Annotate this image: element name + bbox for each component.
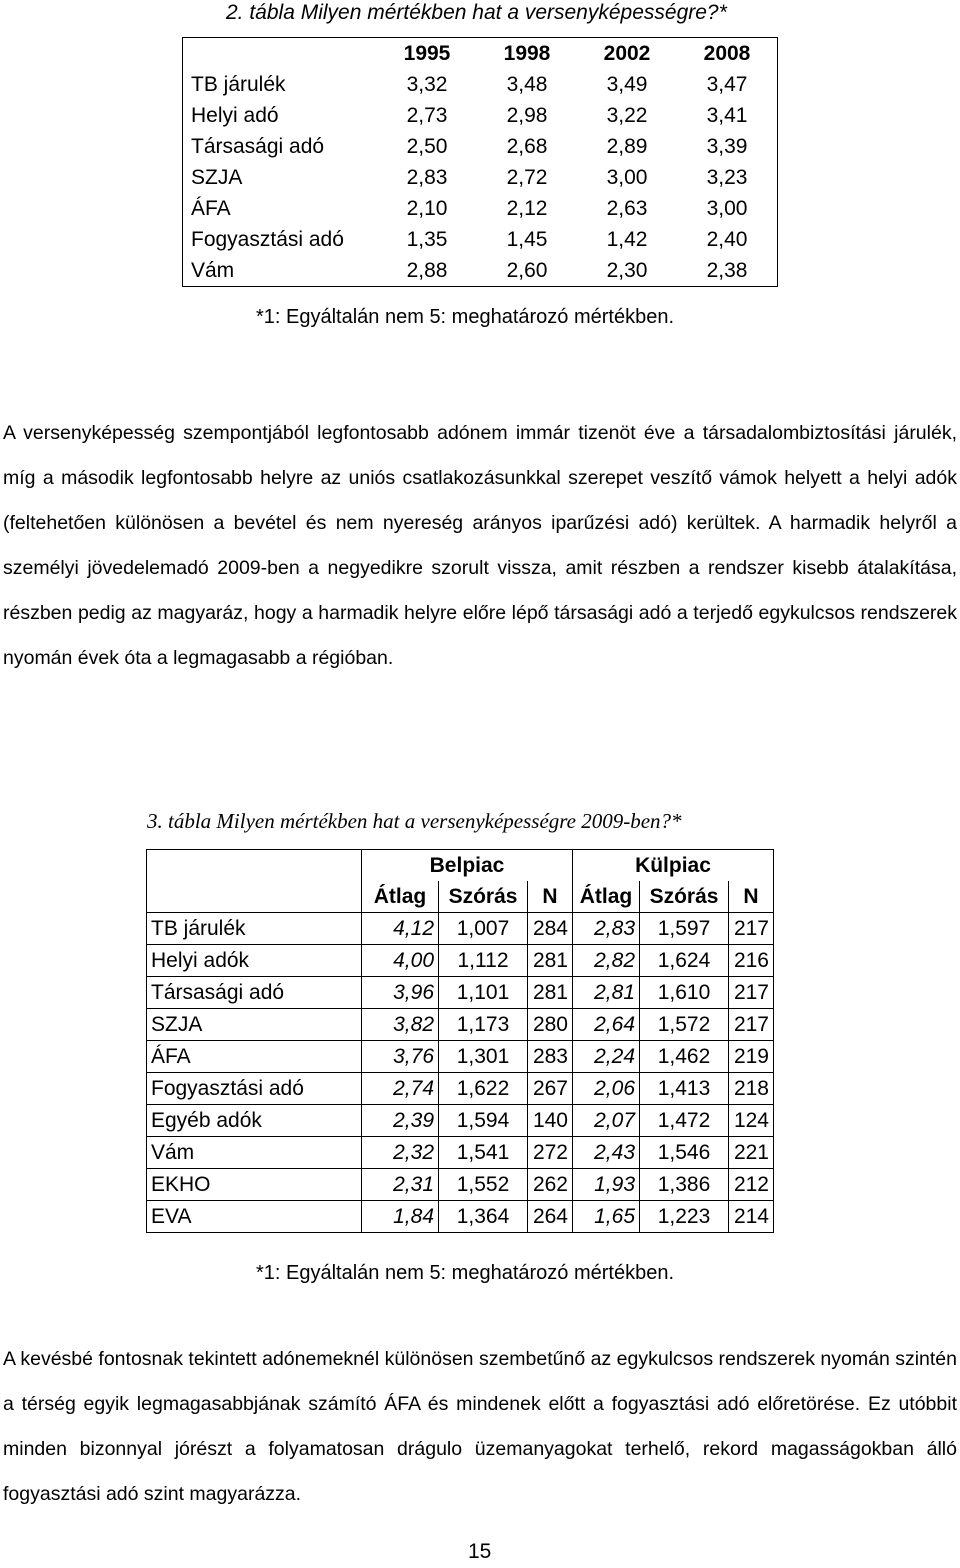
- table3-belpiac-szoras: 1,552: [439, 1169, 528, 1201]
- table3-caption: 3. tábla Milyen mértékben hat a versenyképességre 2009-ben?*: [147, 809, 682, 833]
- table3-corner-cell: [147, 881, 362, 913]
- table3-belpiac-szoras: 1,112: [439, 945, 528, 977]
- table2-cell: 3,32: [406, 73, 448, 96]
- table2-cell: 1,45: [506, 228, 548, 251]
- table3-kulpiac-szoras: 1,472: [640, 1105, 729, 1137]
- table2-row: [183, 162, 778, 193]
- table3-belpiac-atlag: 2,32: [362, 1137, 439, 1169]
- table3-col-atlag: Átlag: [362, 881, 439, 913]
- table3-kulpiac-szoras: 1,572: [640, 1009, 729, 1041]
- table2-cell: 2,98: [506, 104, 548, 127]
- table3-belpiac-n: 264: [528, 1201, 573, 1233]
- table3-row: [147, 1137, 774, 1169]
- table3-row-label: EKHO: [147, 1169, 362, 1201]
- table3-kulpiac-n: 221: [729, 1137, 774, 1169]
- table2-cell: 3,00: [606, 166, 648, 189]
- table3-belpiac-n: 281: [528, 977, 573, 1009]
- table3-belpiac-n: 280: [528, 1009, 573, 1041]
- body-paragraph-2: A kevésbé fontosnak tekintett adónemeknél különösen szembetűnő az egykulcsos rendszerek nyomán szintén a térség egyik legmagasabbjának számító ÁFA és mindenek előtt a fogyasztási adó előretörése. Ez utóbbit minden bizonnyal jórészt a folyamatosan drágulo üzemanyagokat terhelő, rekord magasságokban álló fogyasztási adó szint magyarázza.: [3, 1348, 957, 1505]
- table2-cell: 2,89: [606, 135, 648, 158]
- table3-col-atlag: Átlag: [573, 881, 640, 913]
- table3-note: *1: Egyáltalán nem 5: meghatározó mértékben.: [256, 1262, 675, 1284]
- table3-col-n: N: [528, 881, 573, 913]
- table3-kulpiac-n: 218: [729, 1073, 774, 1105]
- table3-kulpiac-szoras: 1,610: [640, 977, 729, 1009]
- table3-belpiac-szoras: 1,007: [439, 913, 528, 945]
- table3-kulpiac-n: 124: [729, 1105, 774, 1137]
- table3-row-label: Vám: [147, 1137, 362, 1169]
- table3-col-szoras: Szórás: [640, 881, 729, 913]
- table2-cell: 3,47: [706, 73, 748, 96]
- table3-belpiac-szoras: 1,541: [439, 1137, 528, 1169]
- table3-belpiac-szoras: 1,101: [439, 977, 528, 1009]
- table3-belpiac-szoras: 1,173: [439, 1009, 528, 1041]
- table3-belpiac-n: 272: [528, 1137, 573, 1169]
- table3-kulpiac-atlag: 2,07: [573, 1105, 640, 1137]
- table2-row-label: Vám: [191, 259, 235, 282]
- page-number: 15: [468, 1540, 492, 1563]
- table3-kulpiac-atlag: 2,43: [573, 1137, 640, 1169]
- table3-kulpiac-szoras: 1,386: [640, 1169, 729, 1201]
- table3-col-szoras: Szórás: [439, 881, 528, 913]
- table3-kulpiac-atlag: 2,06: [573, 1073, 640, 1105]
- table3-row-label: Társasági adó: [147, 977, 362, 1009]
- table3-belpiac-atlag: 3,96: [362, 977, 439, 1009]
- table2-year-header: 2008: [703, 42, 751, 65]
- table3-belpiac-n: 262: [528, 1169, 573, 1201]
- table3-kulpiac-szoras: 1,223: [640, 1201, 729, 1233]
- table2-cell: 2,12: [506, 197, 548, 220]
- table3-belpiac-atlag: 4,00: [362, 945, 439, 977]
- table3-kulpiac-n: 214: [729, 1201, 774, 1233]
- table3-row: [147, 945, 774, 977]
- table3-kulpiac-n: 212: [729, 1169, 774, 1201]
- table3-kulpiac-n: 217: [729, 977, 774, 1009]
- table3-kulpiac-n: 216: [729, 945, 774, 977]
- table2-caption: 2. tábla Milyen mértékben hat a versenyképességre?*: [226, 1, 727, 24]
- table2-cell: 2,50: [406, 135, 448, 158]
- table2-row-label: TB járulék: [191, 73, 286, 96]
- table3-kulpiac-szoras: 1,546: [640, 1137, 729, 1169]
- table2-row-label: ÁFA: [191, 197, 231, 220]
- table2-cell: 2,83: [406, 166, 448, 189]
- table2-row: [183, 100, 778, 131]
- table2-cell: 2,73: [406, 104, 448, 127]
- table3: [146, 849, 774, 1233]
- table3-row-label: Helyi adók: [147, 945, 362, 977]
- table2-row-label: Fogyasztási adó: [191, 228, 344, 251]
- table2-cell: 2,63: [606, 197, 648, 220]
- table3-belpiac-atlag: 4,12: [362, 913, 439, 945]
- table3-kulpiac-n: 219: [729, 1041, 774, 1073]
- table2-year-header: 1995: [403, 42, 451, 65]
- table2-cell: 3,00: [706, 197, 748, 220]
- table3-kulpiac-atlag: 2,24: [573, 1041, 640, 1073]
- table3-belpiac-n: 281: [528, 945, 573, 977]
- table2-cell: 3,48: [506, 73, 548, 96]
- table3-belpiac-atlag: 1,84: [362, 1201, 439, 1233]
- table3-belpiac-atlag: 3,76: [362, 1041, 439, 1073]
- table3-row-label: ÁFA: [147, 1041, 362, 1073]
- table3-corner-cell: [147, 850, 362, 882]
- table3-row: [147, 1105, 774, 1137]
- table3-kulpiac-atlag: 2,83: [573, 913, 640, 945]
- table2-row: [183, 193, 778, 224]
- table3-belpiac-szoras: 1,594: [439, 1105, 528, 1137]
- table3-kulpiac-atlag: 1,65: [573, 1201, 640, 1233]
- table3-belpiac-szoras: 1,364: [439, 1201, 528, 1233]
- table2-header-row: [183, 38, 778, 70]
- table3-belpiac-n: 283: [528, 1041, 573, 1073]
- table2-note: *1: Egyáltalán nem 5: meghatározó mértékben.: [256, 306, 675, 328]
- table3-row: [147, 1073, 774, 1105]
- table2-row-label: Társasági adó: [191, 135, 325, 158]
- table3-row: [147, 1201, 774, 1233]
- table2-row: [183, 131, 778, 162]
- table3-kulpiac-szoras: 1,462: [640, 1041, 729, 1073]
- table2-corner-cell: [183, 38, 378, 70]
- table2-cell: 3,39: [706, 135, 748, 158]
- table3-group-row: [147, 850, 774, 882]
- table3-row: [147, 1009, 774, 1041]
- table2-cell: 3,23: [706, 166, 748, 189]
- table3-row-label: Fogyasztási adó: [147, 1073, 362, 1105]
- table3-row: [147, 913, 774, 945]
- table3-group-belpiac: Belpiac: [362, 850, 573, 882]
- table3-row: [147, 1169, 774, 1201]
- table3-group-kulpiac: Külpiac: [573, 850, 774, 882]
- table3-row-label: SZJA: [147, 1009, 362, 1041]
- table3-row-label: Egyéb adók: [147, 1105, 362, 1137]
- table2-row-label: SZJA: [191, 166, 243, 189]
- table3-row: [147, 1041, 774, 1073]
- table3-kulpiac-atlag: 2,81: [573, 977, 640, 1009]
- table2-cell: 2,30: [606, 259, 648, 282]
- table2-year-header: 2002: [603, 42, 651, 65]
- table2-cell: 2,40: [706, 228, 748, 251]
- table3-subheader-row: [147, 881, 774, 913]
- table3-belpiac-n: 267: [528, 1073, 573, 1105]
- table2-cell: 2,60: [506, 259, 548, 282]
- table3-belpiac-szoras: 1,622: [439, 1073, 528, 1105]
- table3-kulpiac-atlag: 2,64: [573, 1009, 640, 1041]
- table3-kulpiac-szoras: 1,624: [640, 945, 729, 977]
- table2-row-label: Helyi adó: [191, 104, 279, 127]
- table2-cell: 2,72: [506, 166, 548, 189]
- table3-belpiac-atlag: 2,31: [362, 1169, 439, 1201]
- table2-cell: 3,22: [606, 104, 648, 127]
- table2-cell: 2,38: [706, 259, 748, 282]
- table2-year-header: 1998: [503, 42, 551, 65]
- table2-cell: 3,49: [606, 73, 648, 96]
- table2-cell: 2,10: [406, 197, 448, 220]
- table3-kulpiac-n: 217: [729, 1009, 774, 1041]
- table2-cell: 1,42: [606, 228, 648, 251]
- table2-cell: 2,88: [406, 259, 448, 282]
- table3-belpiac-n: 284: [528, 913, 573, 945]
- table2-cell: 2,68: [506, 135, 548, 158]
- table3-row: [147, 977, 774, 1009]
- table2: [182, 37, 778, 287]
- table2-row: [183, 255, 778, 287]
- body-paragraph-1: A versenyképesség szempontjából legfontosabb adónem immár tizenöt éve a társadalombiztosítási járulék, míg a második legfontosabb helyre az uniós csatlakozásunkkal szerepet veszítő vámok helyett a helyi adók (feltehetően különösen a bevétel és nem nyereség arányos iparűzési adó) kerültek. A harmadik helyről a személyi jövedelemadó 2009-ben a negyedikre szorult vissza, amit részben a rendszer kisebb átalakítása, részben pedig az magyaráz, hogy a harmadik helyre előre lépő társasági adó a terjedő egykulcsos rendszerek nyomán évek óta a legmagasabb a régióban.: [3, 422, 957, 669]
- table3-belpiac-szoras: 1,301: [439, 1041, 528, 1073]
- table3-kulpiac-n: 217: [729, 913, 774, 945]
- table3-row-label: TB járulék: [147, 913, 362, 945]
- table2-row: [183, 224, 778, 255]
- table3-kulpiac-atlag: 2,82: [573, 945, 640, 977]
- table2-cell: 3,41: [706, 104, 748, 127]
- table2-cell: 1,35: [406, 228, 448, 251]
- table3-col-n: N: [729, 881, 774, 913]
- table3-belpiac-atlag: 2,74: [362, 1073, 439, 1105]
- table2-row: [183, 69, 778, 100]
- table3-kulpiac-atlag: 1,93: [573, 1169, 640, 1201]
- table3-kulpiac-szoras: 1,413: [640, 1073, 729, 1105]
- table3-kulpiac-szoras: 1,597: [640, 913, 729, 945]
- table3-belpiac-atlag: 2,39: [362, 1105, 439, 1137]
- table3-belpiac-n: 140: [528, 1105, 573, 1137]
- table3-row-label: EVA: [147, 1201, 362, 1233]
- table3-belpiac-atlag: 3,82: [362, 1009, 439, 1041]
